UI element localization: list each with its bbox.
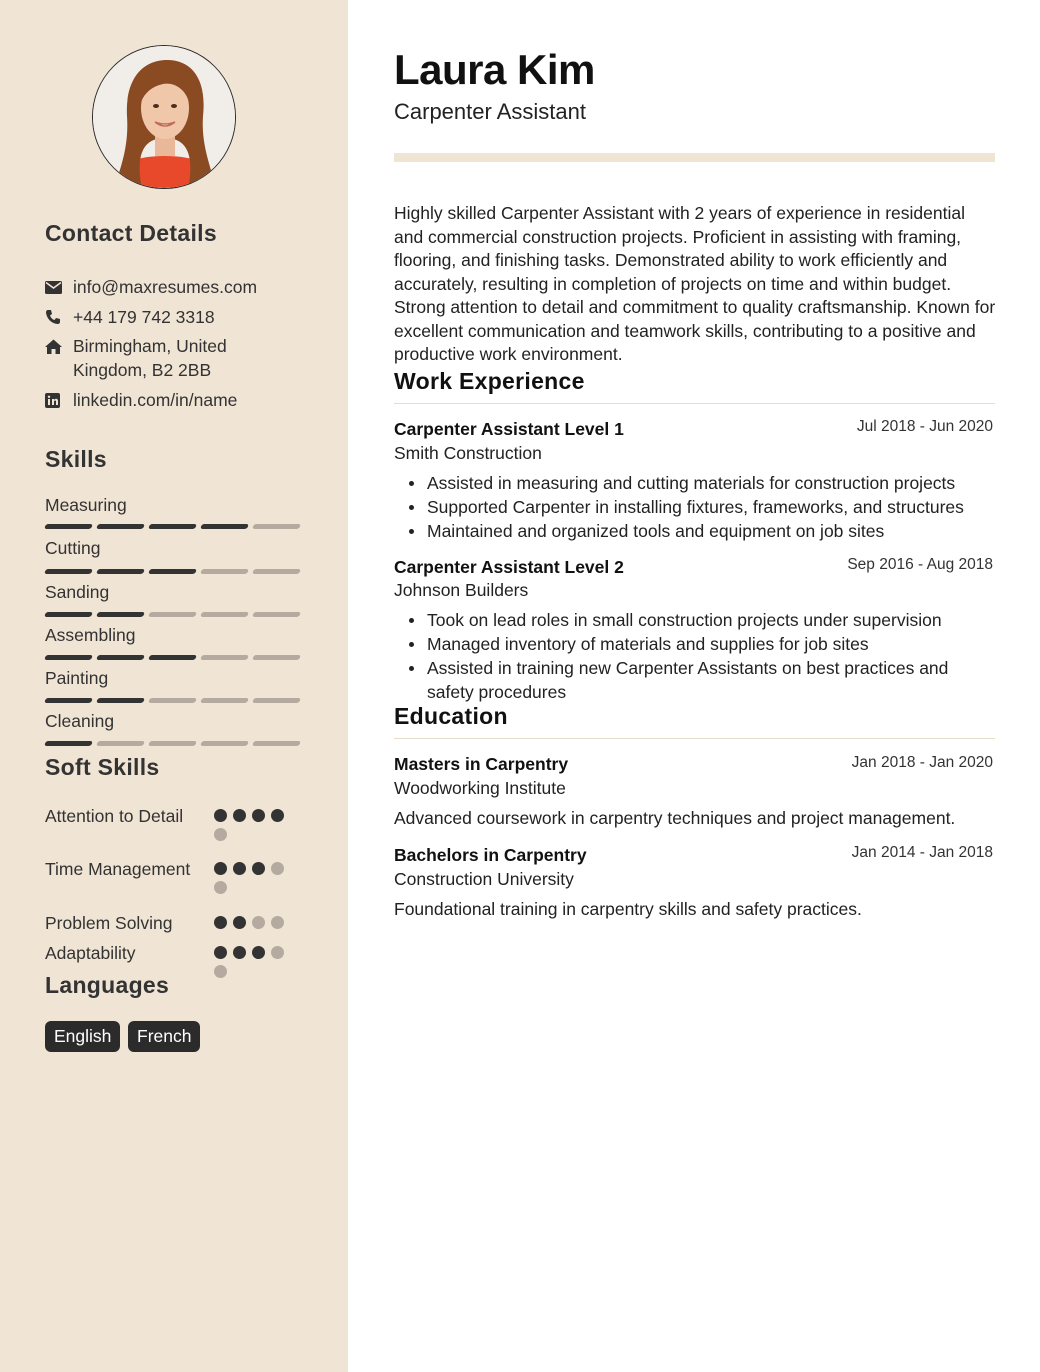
degree-dates: Jan 2018 - Jan 2020 (851, 754, 993, 771)
soft-skill-name: Attention to Detail (45, 806, 184, 826)
phone-text: +44 179 742 3318 (73, 307, 215, 327)
soft-skill-rating (214, 809, 294, 841)
skill-bar-segment (96, 655, 145, 660)
contact-phone[interactable] (45, 305, 273, 329)
profile-photo (92, 45, 236, 189)
skill-bar-segment (96, 524, 145, 529)
skill-bar-segment (96, 569, 145, 574)
skill-bar-segment (200, 741, 249, 746)
skill-bar (45, 698, 300, 703)
list-item: Managed inventory of materials and supplies for job sites (406, 632, 996, 656)
language-chip-english: English (45, 1021, 120, 1052)
skill-bar-segment (148, 741, 197, 746)
skill-name: Cutting (45, 538, 101, 558)
list-item: Took on lead roles in small construction projects under supervision (406, 608, 996, 632)
work-experience-heading: Work Experience (394, 368, 585, 394)
skill-name: Measuring (45, 495, 127, 515)
skill-bar-segment (44, 569, 93, 574)
rating-dot (271, 862, 284, 875)
rating-dot (252, 916, 265, 929)
skill-bar-segment (44, 655, 93, 660)
skill-bar-segment (200, 698, 249, 703)
skill-bar-segment (252, 524, 301, 529)
skill-bar-segment (148, 612, 197, 617)
skill-name: Sanding (45, 582, 110, 602)
job-company: Smith Construction (394, 443, 542, 463)
rating-dot (233, 916, 246, 929)
skill-bar (45, 569, 300, 574)
soft-skill-name: Problem Solving (45, 913, 173, 933)
linkedin-icon (45, 388, 73, 412)
soft-skill-rating (214, 862, 294, 894)
job-bullets (406, 608, 996, 704)
rating-dot (214, 881, 227, 894)
list-item: Maintained and organized tools and equipment on job sites (406, 519, 996, 543)
skill-bar-segment (252, 612, 301, 617)
list-item: Assisted in measuring and cutting materials for construction projects (406, 471, 996, 495)
skill-bar-segment (200, 655, 249, 660)
languages-heading: Languages (45, 972, 170, 998)
school-name: Woodworking Institute (394, 778, 566, 798)
rating-dot (214, 809, 227, 822)
portrait-image (93, 46, 236, 189)
degree-title: Masters in Carpentry (394, 754, 569, 774)
skill-bar-segment (148, 698, 197, 703)
skill-bar-segment (44, 741, 93, 746)
rating-dot (233, 809, 246, 822)
list-item: Assisted in training new Carpenter Assistants on best practices and safety procedures (406, 656, 996, 704)
section-divider (394, 403, 995, 404)
skill-bar-segment (148, 569, 197, 574)
degree-description: Foundational training in carpentry skills and safety practices. (394, 899, 862, 919)
skill-bar (45, 741, 300, 746)
job-dates: Sep 2016 - Aug 2018 (847, 556, 993, 573)
list-item: Supported Carpenter in installing fixtures, frameworks, and structures (406, 495, 996, 519)
candidate-name: Laura Kim (394, 46, 595, 93)
skill-bar (45, 655, 300, 660)
address-text: Birmingham, United Kingdom, B2 2BB (73, 336, 227, 380)
phone-icon (45, 305, 73, 329)
skill-bar-segment (96, 741, 145, 746)
skill-name: Cleaning (45, 711, 115, 731)
soft-skills-heading: Soft Skills (45, 754, 160, 780)
soft-skill-rating (214, 916, 294, 929)
rating-dot (252, 809, 265, 822)
job-role: Carpenter Assistant Level 1 (394, 419, 624, 439)
contact-heading: Contact Details (45, 220, 217, 246)
skill-bar-segment (200, 612, 249, 617)
soft-skill-name: Adaptability (45, 943, 136, 963)
home-icon (45, 334, 73, 358)
job-bullets (406, 471, 996, 543)
skill-name: Painting (45, 668, 109, 688)
skill-name: Assembling (45, 625, 136, 645)
rating-dot (214, 946, 227, 959)
section-divider (394, 738, 995, 739)
rating-dot (271, 946, 284, 959)
skill-bar-segment (252, 698, 301, 703)
rating-dot (252, 862, 265, 875)
school-name: Construction University (394, 869, 574, 889)
linkedin-text: linkedin.com/in/name (73, 390, 238, 410)
email-text: info@maxresumes.com (73, 277, 258, 297)
skill-bar (45, 524, 300, 529)
header-divider (394, 153, 995, 162)
rating-dot (271, 809, 284, 822)
skill-bar-segment (200, 524, 249, 529)
envelope-icon (45, 275, 73, 299)
skill-bar-segment (44, 524, 93, 529)
candidate-title: Carpenter Assistant (394, 99, 586, 124)
profile-summary: Highly skilled Carpenter Assistant with 2 years of experience in residential and commercial construction projects. Proficient in assisting with framing, flooring, and finishing tasks. Demonstrated ability to work efficiently and accurately, resulting in completion of projects on time and within budget. Strong attention to detail and commitment to quality craftsmanship. Known for excellent communication and teamwork skills, contributing to a positive and productive work environment. (394, 203, 996, 364)
degree-title: Bachelors in Carpentry (394, 845, 587, 865)
skill-bar (45, 612, 300, 617)
education-heading: Education (394, 703, 508, 729)
contact-address (45, 334, 273, 382)
rating-dot (233, 946, 246, 959)
job-company: Johnson Builders (394, 580, 529, 600)
rating-dot (214, 862, 227, 875)
job-role: Carpenter Assistant Level 2 (394, 557, 624, 577)
skill-bar-segment (96, 612, 145, 617)
rating-dot (252, 946, 265, 959)
skill-bar-segment (252, 741, 301, 746)
contact-email[interactable] (45, 275, 273, 299)
rating-dot (233, 862, 246, 875)
degree-dates: Jan 2014 - Jan 2018 (851, 844, 993, 861)
skill-bar-segment (44, 698, 93, 703)
rating-dot (271, 916, 284, 929)
skills-heading: Skills (45, 446, 107, 472)
contact-linkedin[interactable] (45, 388, 273, 412)
degree-description: Advanced coursework in carpentry techniques and project management. (394, 808, 956, 828)
language-chip-french: French (128, 1021, 200, 1052)
rating-dot (214, 916, 227, 929)
skill-bar-segment (252, 655, 301, 660)
job-dates: Jul 2018 - Jun 2020 (856, 418, 993, 435)
rating-dot (214, 828, 227, 841)
soft-skill-name: Time Management (45, 859, 191, 879)
rating-dot (214, 965, 227, 978)
skill-bar-segment (44, 612, 93, 617)
skill-bar-segment (148, 655, 197, 660)
skill-bar-segment (200, 569, 249, 574)
skill-bar-segment (252, 569, 301, 574)
soft-skill-rating (214, 946, 294, 978)
skill-bar-segment (148, 524, 197, 529)
sidebar (0, 0, 348, 1372)
skill-bar-segment (96, 698, 145, 703)
